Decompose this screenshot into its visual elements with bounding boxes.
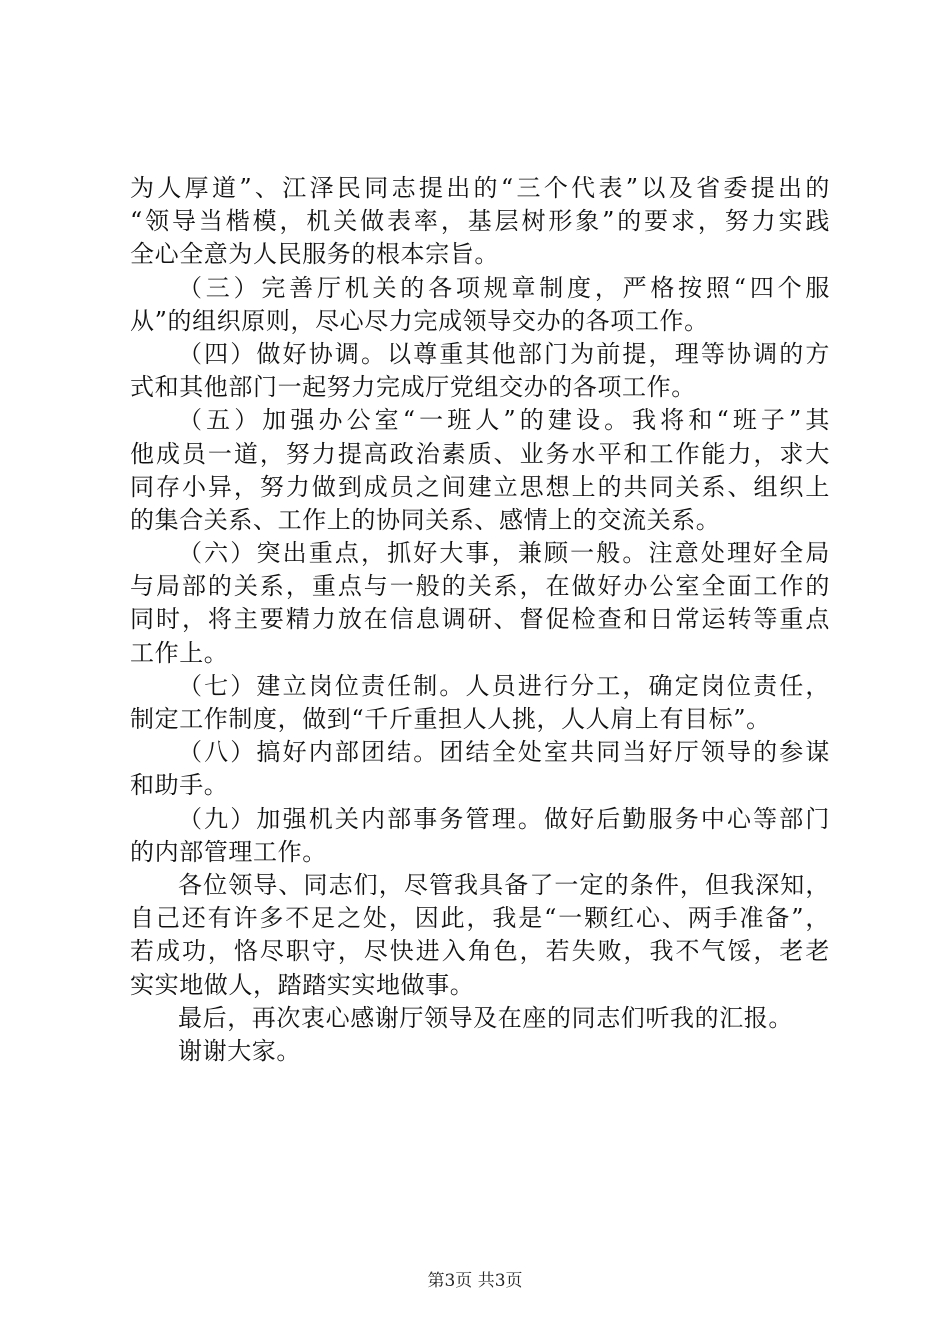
text-line: （五）加强办公室“一班人”的建设。我将和“班子”其 (178, 406, 830, 435)
text-line: （九）加强机关内部事务管理。做好后勤服务中心等部门 (178, 804, 830, 833)
text-line: 同存小异，努力做到成员之间建立思想上的共同关系、组织上 (130, 472, 830, 501)
text-line: “领导当楷模，机关做表率，基层树形象”的要求，努力实践 (130, 207, 830, 236)
text-line: 他成员一道，努力提高政治素质、业务水平和工作能力，求大 (130, 439, 830, 468)
text-line: 全心全意为人民服务的根本宗旨。 (130, 240, 499, 269)
text-line: 谢谢大家。 (178, 1036, 301, 1065)
text-line: （三）完善厅机关的各项规章制度，严格按照“四个服 (178, 273, 830, 302)
text-line: 工作上。 (130, 638, 229, 667)
text-line: （六）突出重点，抓好大事，兼顾一般。注意处理好全局 (178, 539, 830, 568)
text-line: 各位领导、同志们，尽管我具备了一定的条件，但我深知， (178, 870, 830, 899)
text-line: 与局部的关系，重点与一般的关系，在做好办公室全面工作的 (130, 572, 830, 601)
text-line: 若成功，恪尽职守，尽快进入角色，若失败，我不气馁，老老 (130, 937, 830, 966)
page-footer: 第3页 共3页 (427, 1271, 523, 1291)
text-line: （八）搞好内部团结。团结全处室共同当好厅领导的参谋 (178, 738, 830, 767)
text-line: 式和其他部门一起努力完成厅党组交办的各项工作。 (130, 373, 696, 402)
text-line: 和助手。 (130, 771, 229, 800)
text-line: 的内部管理工作。 (130, 837, 327, 866)
text-line: 最后，再次衷心感谢厅领导及在座的同志们听我的汇报。 (178, 1003, 793, 1032)
text-line: （七）建立岗位责任制。人员进行分工，确定岗位责任， (178, 671, 830, 700)
text-line: 自己还有许多不足之处，因此，我是“一颗红心、两手准备”， (130, 904, 830, 933)
text-line: 同时，将主要精力放在信息调研、督促检查和日常运转等重点 (130, 605, 830, 634)
text-line: （四）做好协调。以尊重其他部门为前提，理等协调的方 (178, 339, 830, 368)
text-line: 实实地做人，踏踏实实地做事。 (130, 970, 475, 999)
text-line: 制定工作制度，做到“千斤重担人人挑，人人肩上有目标”。 (130, 705, 771, 733)
text-line: 从”的组织原则，尽心尽力完成领导交办的各项工作。 (130, 306, 709, 335)
text-line: 为人厚道”、江泽民同志提出的“三个代表”以及省委提出的 (130, 174, 830, 202)
text-line: 的集合关系、工作上的协同关系、感情上的交流关系。 (130, 505, 721, 534)
document-body (130, 172, 830, 1068)
